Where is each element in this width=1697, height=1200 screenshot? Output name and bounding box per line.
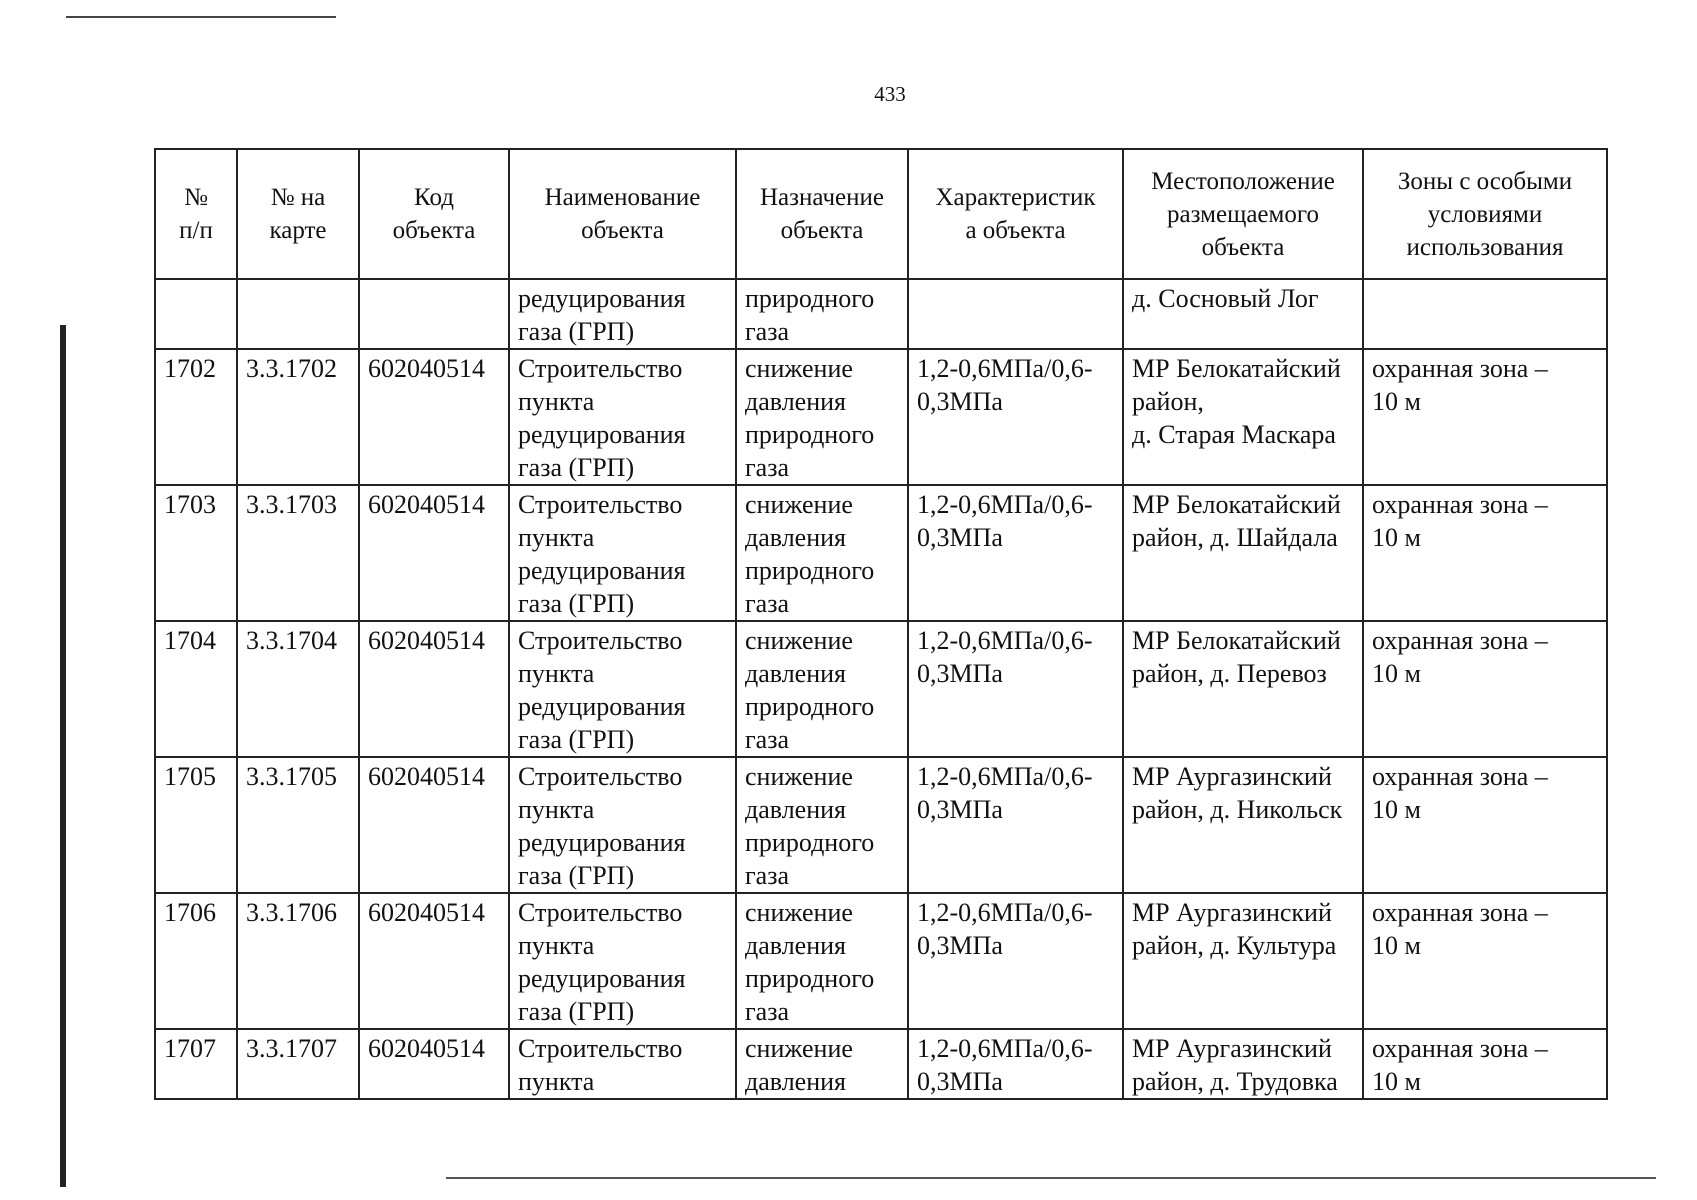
cell-num: 1706 (155, 893, 237, 1029)
cell-object-name: Строительство пункта редуцирования газа (ГРП) (509, 893, 736, 1029)
table-row (155, 485, 1607, 621)
cell-map-num: 3.3.1702 (237, 349, 359, 485)
cell-object-purpose: снижение давления природного газа (736, 621, 908, 757)
cell-object-characteristics: 1,2-0,6МПа/0,6- 0,3МПа (908, 757, 1123, 893)
cell-object-purpose: снижение давления природного газа (736, 893, 908, 1029)
cell-map-num: 3.3.1705 (237, 757, 359, 893)
cell-object-code: 602040514 (359, 349, 509, 485)
cell-object-purpose: снижение давления (736, 1029, 908, 1099)
scan-edge-bottom (446, 1177, 1656, 1179)
header-special-zones: Зоны с особыми условиями использования (1363, 149, 1607, 279)
cell-object-location: МР Аургазинский район, д. Культура (1123, 893, 1363, 1029)
table-row (155, 757, 1607, 893)
cell-object-name: редуцирования газа (ГРП) (509, 279, 736, 349)
cell-object-name: Строительство пункта редуцирования газа (ГРП) (509, 349, 736, 485)
cell-map-num: 3.3.1703 (237, 485, 359, 621)
cell-num: 1707 (155, 1029, 237, 1099)
cell-object-name: Строительство пункта редуцирования газа (ГРП) (509, 757, 736, 893)
cell-map-num: 3.3.1704 (237, 621, 359, 757)
table-row (155, 349, 1607, 485)
header-num: № п/п (155, 149, 237, 279)
cell-object-purpose: снижение давления природного газа (736, 349, 908, 485)
scan-edge-top (66, 16, 336, 18)
scan-edge-left (60, 325, 66, 1187)
cell-special-zones: охранная зона – 10 м (1363, 1029, 1607, 1099)
cell-object-code: 602040514 (359, 621, 509, 757)
header-object-code: Код объекта (359, 149, 509, 279)
cell-object-code: 602040514 (359, 485, 509, 621)
cell-special-zones: охранная зона – 10 м (1363, 893, 1607, 1029)
cell-special-zones: охранная зона – 10 м (1363, 757, 1607, 893)
table-header-row (155, 149, 1607, 279)
cell-object-location: МР Белокатайский район, д. Шайдала (1123, 485, 1363, 621)
cell-map-num: 3.3.1706 (237, 893, 359, 1029)
table-row (155, 893, 1607, 1029)
header-object-location: Местоположение размещаемого объекта (1123, 149, 1363, 279)
cell-object-code: 602040514 (359, 757, 509, 893)
cell-object-characteristics: 1,2-0,6МПа/0,6- 0,3МПа (908, 485, 1123, 621)
table-row (155, 1029, 1607, 1099)
cell-object-purpose: природного газа (736, 279, 908, 349)
cell-object-characteristics: 1,2-0,6МПа/0,6- 0,3МПа (908, 621, 1123, 757)
cell-num: 1702 (155, 349, 237, 485)
cell-object-code: 602040514 (359, 893, 509, 1029)
cell-object-location: д. Сосновый Лог (1123, 279, 1363, 349)
cell-object-location: МР Аургазинский район, д. Трудовка (1123, 1029, 1363, 1099)
cell-special-zones: охранная зона – 10 м (1363, 349, 1607, 485)
cell-object-name: Строительство пункта (509, 1029, 736, 1099)
cell-object-name: Строительство пункта редуцирования газа (ГРП) (509, 485, 736, 621)
cell-object-characteristics: 1,2-0,6МПа/0,6- 0,3МПа (908, 893, 1123, 1029)
cell-object-purpose: снижение давления природного газа (736, 757, 908, 893)
table-row (155, 279, 1607, 349)
cell-object-purpose: снижение давления природного газа (736, 485, 908, 621)
cell-object-code: 602040514 (359, 1029, 509, 1099)
header-map-num: № на карте (237, 149, 359, 279)
cell-object-location: МР Аургазинский район, д. Никольск (1123, 757, 1363, 893)
header-object-characteristics: Характеристик а объекта (908, 149, 1123, 279)
cell-special-zones: охранная зона – 10 м (1363, 485, 1607, 621)
cell-object-characteristics: 1,2-0,6МПа/0,6- 0,3МПа (908, 1029, 1123, 1099)
cell-object-code (359, 279, 509, 349)
cell-num (155, 279, 237, 349)
cell-num: 1703 (155, 485, 237, 621)
cell-object-characteristics (908, 279, 1123, 349)
objects-table (154, 148, 1608, 1100)
cell-map-num (237, 279, 359, 349)
cell-object-characteristics: 1,2-0,6МПа/0,6- 0,3МПа (908, 349, 1123, 485)
cell-object-location: МР Белокатайский район, д. Перевоз (1123, 621, 1363, 757)
cell-object-name: Строительство пункта редуцирования газа (ГРП) (509, 621, 736, 757)
page-number: 433 (874, 82, 906, 106)
cell-num: 1705 (155, 757, 237, 893)
cell-object-location: МР Белокатайский район, д. Старая Маскара (1123, 349, 1363, 485)
cell-special-zones (1363, 279, 1607, 349)
cell-map-num: 3.3.1707 (237, 1029, 359, 1099)
header-object-purpose: Назначение объекта (736, 149, 908, 279)
table-row (155, 621, 1607, 757)
header-object-name: Наименование объекта (509, 149, 736, 279)
cell-special-zones: охранная зона – 10 м (1363, 621, 1607, 757)
cell-num: 1704 (155, 621, 237, 757)
